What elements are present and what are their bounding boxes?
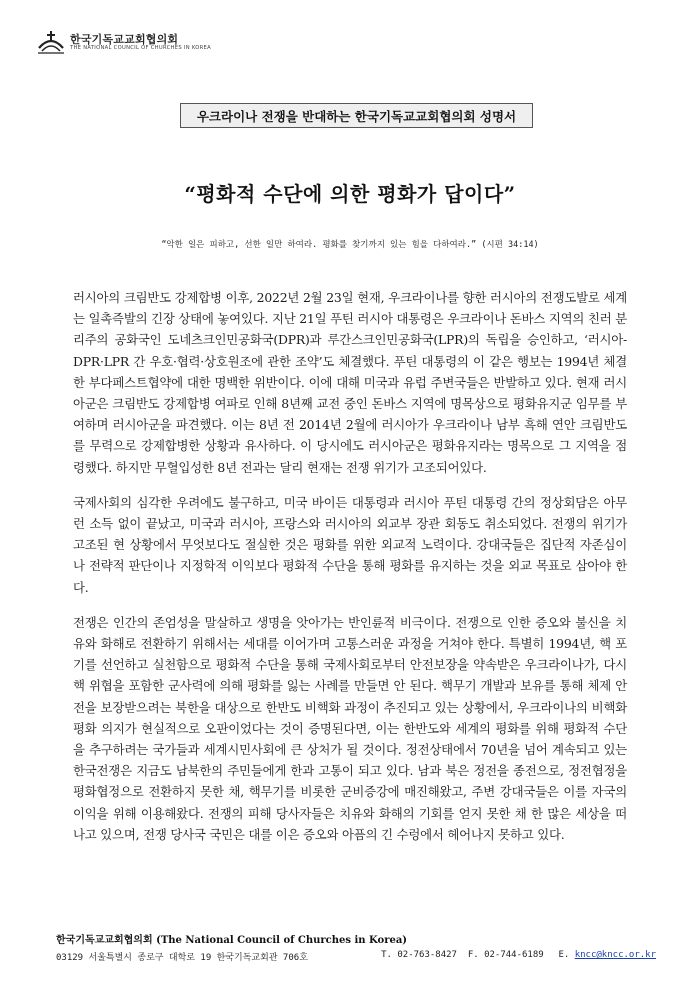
document-label: 우크라이나 전쟁을 반대하는 한국기독교교회협의회 성명서	[196, 108, 517, 124]
paragraph-2: 국제사회의 심각한 우려에도 불구하고, 미국 바이든 대통령과 러시아 푸틴 대통령 간의 정상회담은 아무런 소득 없이 끝났고, 미국과 러시아, 프랑스와 러시아의 외교부 장관 회동도 취소되었다. 전쟁의 위기가 고조된 현 상황에서 무엇보다도 절실한 것은 평화를 위한 외교적 노력이다. 강대국들은 집단적 자존심이나 전략적 판단이나 지정학적 이익보다 평화적 수단을 통해 평화를 유지하는 것을 외교 목표로 삼아야 한다.	[73, 494, 627, 595]
letterhead-org-name-en: THE NATIONAL COUNCIL OF CHURCHES IN KOREA	[70, 45, 211, 51]
footer-contact-line	[56, 950, 656, 963]
document-label-box	[180, 103, 533, 128]
letterhead-org-name: 한국기독교교회협의회	[70, 33, 179, 46]
paragraph-3: 전쟁은 인간의 존엄성을 말살하고 생명을 앗아가는 반인륜적 비극이다. 전쟁으로 인한 증오와 불신을 치유와 화해로 전환하기 위해서는 세대를 이어가며 고통스러운 과정을 거쳐야 한다. 특별히 1994년, 핵 포기를 선언하고 실천함으로 평화적 수단을 통해 국제사회로부터 안전보장을 약속받은 우크라이나가, 다시 핵 위협을 포함한 군사력에 의해 평화를 잃는 사례를 만들면 안 된다. 핵무기 개발과 보유를 통해 체제 안전을 보장받으려는 북한을 대상으로 한반도 비핵화 과정이 추진되고 있는 상황에서, 우크라이나의 비핵화 평화 의지가 현실적으로 오판이었다는 것이 증명된다면, 이는 한반도와 세계의 평화를 위해 평화적 수단을 추구하려는 국가들과 세계시민사회에 큰 상처가 될 것이다. 정전상태에서 70년을 넘어 계속되고 있는 한국전쟁은 지금도 남북한의 주민들에게 한과 고통이 되고 있다. 남과 북은 정전을 종전으로, 정전협정을 평화협정으로 전환하지 못한 채, 핵무기를 비롯한 군비증강에 매진해왔고, 주변 강대국들은 이를 자국의 이익을 위해 이용해왔다. 전쟁의 피해 당사자들은 치유와 화해의 기회를 얻지 못한 채 한 많은 세상을 떠나고 있으며, 전쟁 당사국 국민은 대를 이은 증오와 아픔의 긴 수렁에서 헤어나지 못하고 있다.	[73, 614, 627, 842]
footer-org-name: 한국기독교교회협의회 (The National Council of Churches in Korea)	[56, 935, 408, 946]
footer-email-prefix: E.	[558, 950, 570, 960]
footer-email-link[interactable]: kncc@kncc.or.kr	[574, 950, 656, 960]
footer-email	[558, 950, 656, 963]
footer-fax: F. 02-744-6189	[467, 950, 544, 960]
statement-body	[73, 287, 627, 845]
footer-address: 03129 서울특별시 종로구 대학로 19 한국기독교회관 706호	[56, 953, 308, 963]
footer-phone: T. 02-763-8427	[381, 950, 457, 960]
letterhead	[36, 28, 276, 58]
page-title: “평화적 수단에 의한 평화가 답이다”	[184, 182, 516, 206]
footer	[56, 931, 656, 963]
epigraph: “악한 일은 피하고, 선한 일만 하여라. 평화를 찾기까지 있는 힘을 다하여라.” (시편 34:14)	[161, 240, 539, 250]
kncc-logo-icon	[36, 28, 66, 56]
paragraph-1: 러시아의 크림반도 강제합병 이후, 2022년 2월 23일 현재, 우크라이나를 향한 러시아의 전쟁도발로 세계는 일촉즉발의 긴장 상태에 놓여있다. 지난 21일 푸틴 러시아 대통령은 우크라이나 돈바스 지역의 친러 분리주의 공화국인 도네츠크인민공화국(DPR)과 루간스크인민공화국(LPR)의 독립을 승인하고, ‘러시아-DPR·LPR 간 우호·협력·상호원조에 관한 조약’도 체결했다. 푸틴 대통령의 이 같은 행보는 1994년 체결한 부다페스트협약에 대한 명백한 위반이다. 이에 대해 미국과 유럽 주변국들은 반발하고 있다. 현재 러시아군은 크림반도 강제합병 여파로 인해 8년째 교전 중인 돈바스 지역에 명목상으로 평화유지군 임무를 부여하며 러시아군을 파견했다. 이는 8년 전 2014년 2월에 러시아가 우크라이나 남부 흑해 연안 크림반도를 무력으로 강제합병한 상황과 유사하다. 이 당시에도 러시아군은 평화유지라는 명목으로 그 지역을 점령했다. 하지만 무혈입성한 8년 전과는 달리 현재는 전쟁 위기가 고조되어있다.	[73, 290, 627, 475]
